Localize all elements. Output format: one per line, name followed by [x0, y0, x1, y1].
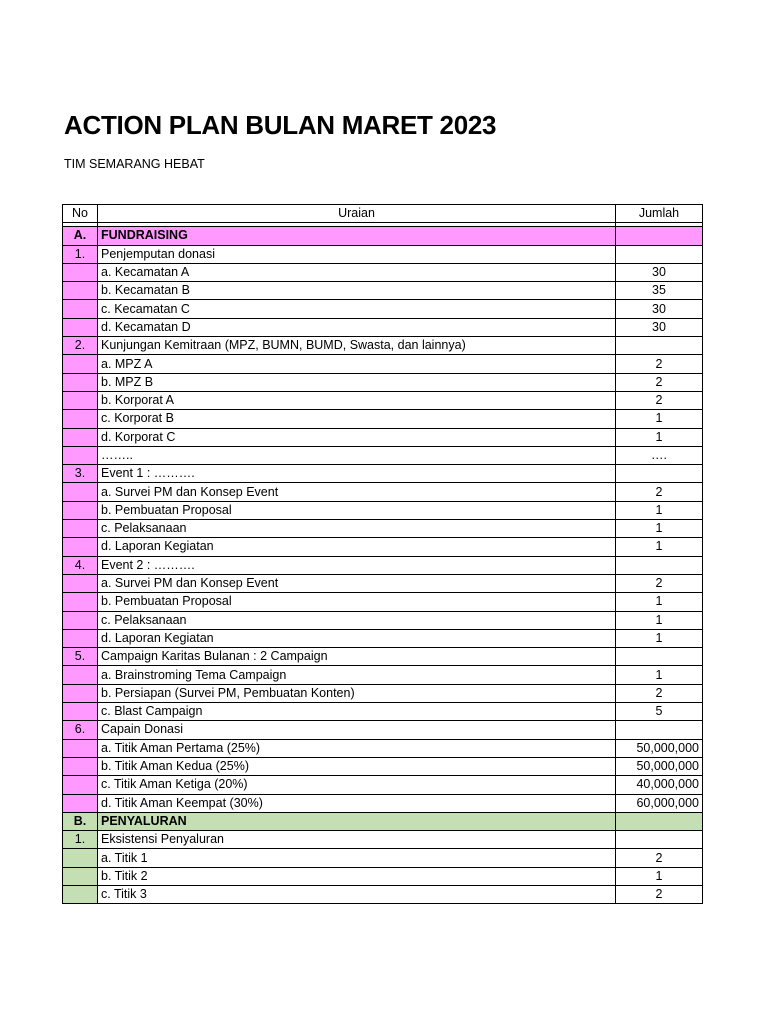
- table-row: [63, 885, 703, 903]
- cell-jumlah: 50,000,000: [616, 739, 703, 757]
- table-row: [63, 794, 703, 812]
- team-name: TIM SEMARANG HEBAT: [64, 157, 205, 171]
- cell-uraian: a. Titik Aman Pertama (25%): [98, 739, 616, 757]
- table-row: [63, 611, 703, 629]
- table-row: [63, 300, 703, 318]
- cell-no: 5.: [63, 648, 98, 666]
- cell-uraian: b. Pembuatan Proposal: [98, 501, 616, 519]
- cell-jumlah: [616, 721, 703, 739]
- cell-no: [63, 373, 98, 391]
- cell-jumlah: 30: [616, 263, 703, 281]
- cell-no: [63, 391, 98, 409]
- cell-jumlah: 50,000,000: [616, 757, 703, 775]
- cell-uraian: c. Titik Aman Ketiga (20%): [98, 776, 616, 794]
- cell-no: [63, 538, 98, 556]
- cell-uraian: ……..: [98, 446, 616, 464]
- cell-no: [63, 684, 98, 702]
- cell-jumlah: 1: [616, 593, 703, 611]
- table-row: [63, 428, 703, 446]
- cell-jumlah: [616, 337, 703, 355]
- table-row: [63, 739, 703, 757]
- item-row: [63, 245, 703, 263]
- table-body: [63, 227, 703, 904]
- cell-no: [63, 355, 98, 373]
- cell-no: [63, 318, 98, 336]
- cell-uraian: b. Titik 2: [98, 867, 616, 885]
- cell-uraian: b. MPZ B: [98, 373, 616, 391]
- table-row: [63, 666, 703, 684]
- cell-no: [63, 611, 98, 629]
- cell-uraian: FUNDRAISING: [98, 227, 616, 245]
- table-row: [63, 574, 703, 592]
- cell-uraian: Eksistensi Penyaluran: [98, 831, 616, 849]
- cell-jumlah: 1: [616, 611, 703, 629]
- cell-no: 1.: [63, 831, 98, 849]
- table-row: [63, 282, 703, 300]
- cell-jumlah: 1: [616, 410, 703, 428]
- cell-uraian: d. Kecamatan D: [98, 318, 616, 336]
- cell-no: [63, 629, 98, 647]
- cell-no: 2.: [63, 337, 98, 355]
- table-row: [63, 318, 703, 336]
- cell-uraian: b. Korporat A: [98, 391, 616, 409]
- cell-uraian: c. Blast Campaign: [98, 703, 616, 721]
- cell-no: [63, 300, 98, 318]
- cell-jumlah: 2: [616, 885, 703, 903]
- table-row: [63, 629, 703, 647]
- cell-no: 4.: [63, 556, 98, 574]
- cell-no: [63, 794, 98, 812]
- cell-jumlah: 30: [616, 300, 703, 318]
- cell-jumlah: 2: [616, 849, 703, 867]
- cell-no: [63, 703, 98, 721]
- cell-no: [63, 757, 98, 775]
- cell-uraian: c. Pelaksanaan: [98, 611, 616, 629]
- cell-no: 6.: [63, 721, 98, 739]
- table-row: [63, 867, 703, 885]
- cell-uraian: Capain Donasi: [98, 721, 616, 739]
- item-row: [63, 721, 703, 739]
- table-row: [63, 410, 703, 428]
- cell-jumlah: 1: [616, 867, 703, 885]
- table-row: [63, 684, 703, 702]
- cell-jumlah: 30: [616, 318, 703, 336]
- header-no: No: [63, 205, 98, 223]
- cell-uraian: Penjemputan donasi: [98, 245, 616, 263]
- cell-jumlah: ….: [616, 446, 703, 464]
- section-row: [63, 812, 703, 830]
- cell-no: [63, 666, 98, 684]
- cell-uraian: Event 2 : ……….: [98, 556, 616, 574]
- cell-no: 1.: [63, 245, 98, 263]
- cell-jumlah: 1: [616, 520, 703, 538]
- cell-no: [63, 410, 98, 428]
- cell-uraian: Event 1 : ……….: [98, 465, 616, 483]
- cell-no: [63, 520, 98, 538]
- item-row: [63, 465, 703, 483]
- cell-jumlah: [616, 465, 703, 483]
- cell-uraian: b. Kecamatan B: [98, 282, 616, 300]
- cell-uraian: d. Korporat C: [98, 428, 616, 446]
- cell-jumlah: 1: [616, 538, 703, 556]
- table-row: [63, 446, 703, 464]
- cell-no: [63, 428, 98, 446]
- cell-no: [63, 501, 98, 519]
- cell-jumlah: 2: [616, 684, 703, 702]
- cell-jumlah: [616, 245, 703, 263]
- cell-no: [63, 263, 98, 281]
- cell-jumlah: 2: [616, 483, 703, 501]
- table-row: [63, 776, 703, 794]
- cell-no: [63, 849, 98, 867]
- cell-uraian: c. Korporat B: [98, 410, 616, 428]
- cell-uraian: b. Pembuatan Proposal: [98, 593, 616, 611]
- cell-no: 3.: [63, 465, 98, 483]
- cell-uraian: c. Kecamatan C: [98, 300, 616, 318]
- cell-uraian: a. Survei PM dan Konsep Event: [98, 574, 616, 592]
- cell-uraian: d. Laporan Kegiatan: [98, 629, 616, 647]
- cell-no: [63, 282, 98, 300]
- table-row: [63, 355, 703, 373]
- cell-jumlah: 2: [616, 574, 703, 592]
- cell-jumlah: 2: [616, 391, 703, 409]
- cell-jumlah: [616, 556, 703, 574]
- cell-uraian: c. Titik 3: [98, 885, 616, 903]
- cell-uraian: d. Laporan Kegiatan: [98, 538, 616, 556]
- item-row: [63, 831, 703, 849]
- table-row: [63, 703, 703, 721]
- table-row: [63, 593, 703, 611]
- cell-no: [63, 574, 98, 592]
- table-row: [63, 501, 703, 519]
- cell-uraian: a. MPZ A: [98, 355, 616, 373]
- document-title: ACTION PLAN BULAN MARET 2023: [64, 110, 497, 140]
- header-uraian: Uraian: [98, 205, 616, 223]
- cell-no: [63, 867, 98, 885]
- table-row: [63, 538, 703, 556]
- cell-uraian: a. Kecamatan A: [98, 263, 616, 281]
- cell-uraian: a. Titik 1: [98, 849, 616, 867]
- item-row: [63, 337, 703, 355]
- cell-jumlah: 1: [616, 666, 703, 684]
- cell-jumlah: [616, 648, 703, 666]
- item-row: [63, 556, 703, 574]
- item-row: [63, 648, 703, 666]
- table-row: [63, 483, 703, 501]
- table-row: [63, 520, 703, 538]
- cell-jumlah: [616, 227, 703, 245]
- cell-jumlah: 60,000,000: [616, 794, 703, 812]
- cell-uraian: b. Titik Aman Kedua (25%): [98, 757, 616, 775]
- table-row: [63, 263, 703, 281]
- cell-uraian: PENYALURAN: [98, 812, 616, 830]
- cell-uraian: b. Persiapan (Survei PM, Pembuatan Konten): [98, 684, 616, 702]
- table-row: [63, 849, 703, 867]
- cell-jumlah: 40,000,000: [616, 776, 703, 794]
- cell-jumlah: 2: [616, 373, 703, 391]
- action-plan-table: [62, 204, 703, 904]
- cell-uraian: Kunjungan Kemitraan (MPZ, BUMN, BUMD, Swasta, dan lainnya): [98, 337, 616, 355]
- cell-jumlah: 5: [616, 703, 703, 721]
- cell-no: [63, 593, 98, 611]
- header-jumlah: Jumlah: [616, 205, 703, 223]
- cell-jumlah: 1: [616, 501, 703, 519]
- table-row: [63, 757, 703, 775]
- section-row: [63, 227, 703, 245]
- cell-uraian: c. Pelaksanaan: [98, 520, 616, 538]
- cell-uraian: d. Titik Aman Keempat (30%): [98, 794, 616, 812]
- cell-no: A.: [63, 227, 98, 245]
- cell-jumlah: 35: [616, 282, 703, 300]
- cell-jumlah: 1: [616, 629, 703, 647]
- cell-jumlah: 2: [616, 355, 703, 373]
- cell-jumlah: [616, 831, 703, 849]
- table-row: [63, 391, 703, 409]
- cell-uraian: Campaign Karitas Bulanan : 2 Campaign: [98, 648, 616, 666]
- cell-jumlah: [616, 812, 703, 830]
- cell-jumlah: 1: [616, 428, 703, 446]
- cell-uraian: a. Brainstroming Tema Campaign: [98, 666, 616, 684]
- cell-no: [63, 446, 98, 464]
- cell-no: [63, 776, 98, 794]
- cell-no: [63, 885, 98, 903]
- table-header-row: [63, 205, 703, 223]
- cell-uraian: a. Survei PM dan Konsep Event: [98, 483, 616, 501]
- cell-no: [63, 483, 98, 501]
- cell-no: B.: [63, 812, 98, 830]
- table-row: [63, 373, 703, 391]
- cell-no: [63, 739, 98, 757]
